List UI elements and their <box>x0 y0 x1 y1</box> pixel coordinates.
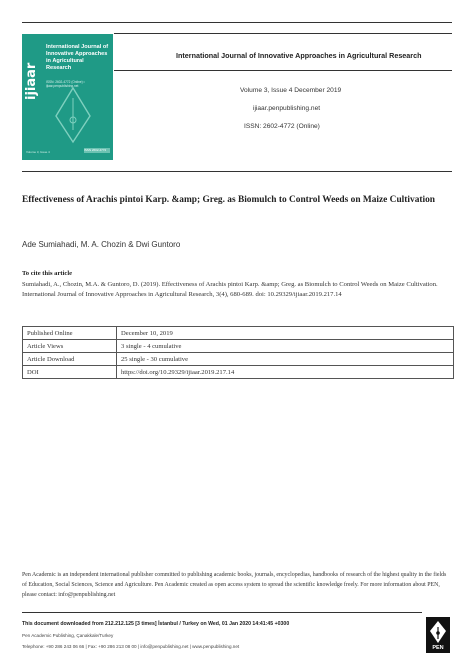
pen-nib-icon <box>52 86 94 144</box>
doi-label: DOI <box>23 366 117 379</box>
citation-heading: To cite this article <box>22 270 73 277</box>
article-authors: Ade Sumiahadi, M. A. Chozin & Dwi Guntoro <box>22 240 181 249</box>
journal-issue: Volume 3, Issue 4 December 2019 <box>240 87 342 94</box>
pen-logo <box>426 617 450 653</box>
top-rule <box>22 22 452 23</box>
pen-nib-icon <box>426 619 450 645</box>
article-views-value: 3 single - 4 cumulative <box>117 340 454 353</box>
journal-rule-top <box>114 33 452 34</box>
cover-edition: Volume 3, Issue 4 <box>26 150 50 154</box>
journal-cover-image <box>22 34 113 160</box>
article-info-table <box>22 326 454 379</box>
publisher-address: Pen Academic Publishing, Çanakkale/Turkey <box>22 633 114 638</box>
journal-name: International Journal of Innovative Approaches in Agricultural Research <box>176 51 422 60</box>
journal-issn: ISSN: 2602-4772 (Online) <box>244 123 320 130</box>
header-rule <box>22 171 452 172</box>
cover-subtitle: ISSN: 2602-4772 (Online) • ijiaar.penpublishing.net <box>46 80 85 88</box>
pen-logo-text: PEN <box>432 645 444 651</box>
article-download-label: Article Download <box>23 353 117 366</box>
article-title: Effectiveness of Arachis pintoi Karp. &amp; Greg. as Biomulch to Control Weeds on Maize Cultivation <box>22 195 436 205</box>
table-row <box>23 366 454 379</box>
publisher-about-text: Pen Academic is an independent international publisher committed to publishing academic books, journals, encyclopedias, handbooks of research of the highest quality in the fields of Education, Social Sciences, Science and Agriculture. Pen Academic created as open access system to spread the scientific knowledge freely. For more information about PEN, please contact: info@penpublishing.net <box>22 572 447 598</box>
article-views-label: Article Views <box>23 340 117 353</box>
cover-title: International Journal of Innovative Approaches in Agricultural Research <box>46 44 109 71</box>
table-row <box>23 327 454 340</box>
table-row <box>23 340 454 353</box>
footer-rule <box>22 612 422 613</box>
download-info: This document downloaded from 212.212.125 [3 times] İstanbul / Turkey on Wed, 01 Jan 2020 14:41:45 +0300 <box>22 621 290 627</box>
journal-site-link[interactable]: ijiaar.penpublishing.net <box>253 105 321 112</box>
doi-link[interactable]: https://doi.org/10.29329/ijiaar.2019.217.14 <box>117 366 454 379</box>
published-online-value: December 10, 2019 <box>117 327 454 340</box>
citation-body: Sumiahadi, A., Chozin, M.A. & Guntoro, D. (2019). Effectiveness of Arachis pintoi Karp. &amp; Greg. as Biomulch to Control Weeds on Maize Cultivation. International Journal of Innovative Approaches in Agricultural Research, 3(4), 680-689. doi: 10.29329/ijiaar.2019.217.14 <box>22 281 438 298</box>
cover-issn-badge: ISSN 2602-4772 <box>84 148 110 153</box>
article-download-value: 25 single - 30 cumulative <box>117 353 454 366</box>
publisher-contact: Telephone: +90 286 243 06 66 | Fax: +90 286 213 08 00 | info@penpublishing.net | www.penpublishing.net <box>22 644 240 649</box>
table-row <box>23 353 454 366</box>
journal-rule-bottom <box>114 70 452 71</box>
published-online-label: Published Online <box>23 327 117 340</box>
cover-brand: ijiaar <box>24 62 39 100</box>
